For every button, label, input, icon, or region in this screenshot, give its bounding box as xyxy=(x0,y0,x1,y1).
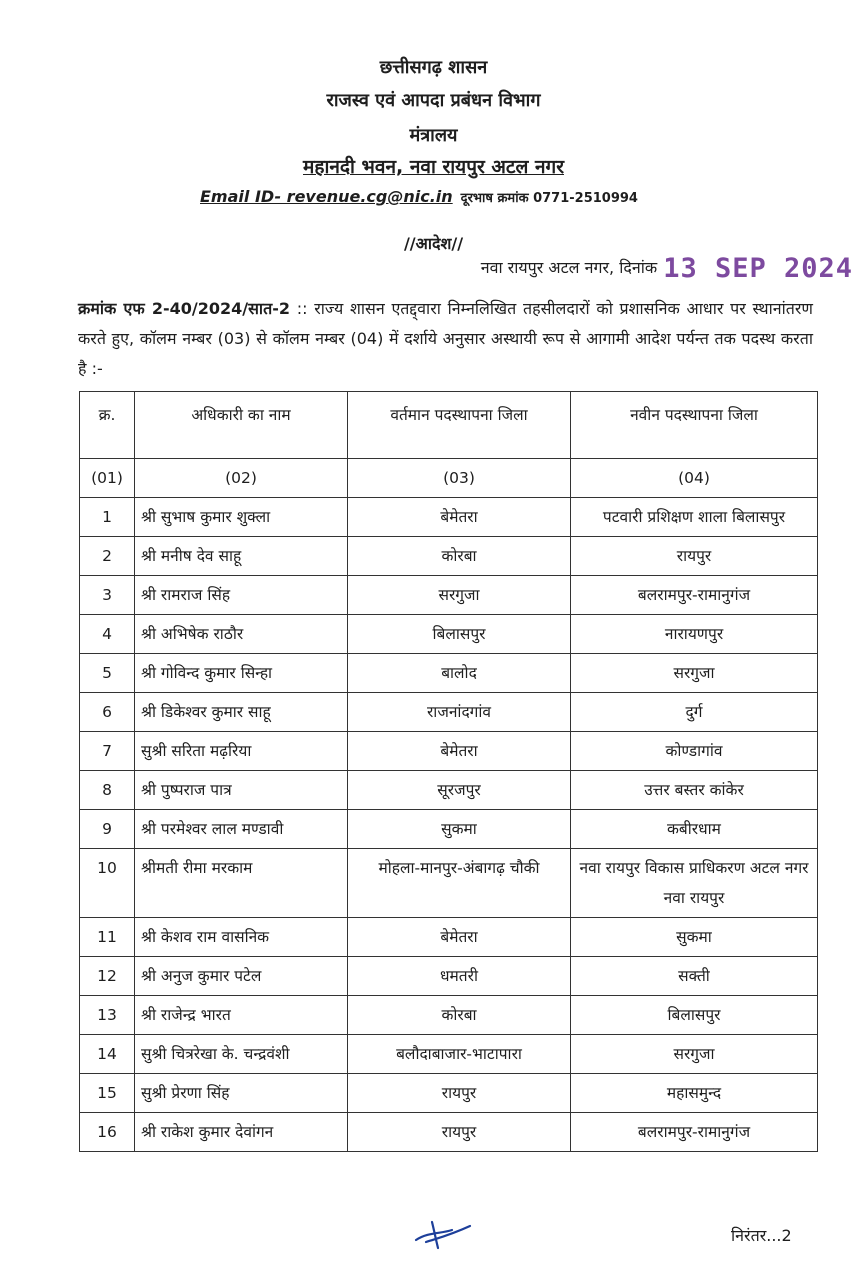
place-date-line xyxy=(481,253,853,284)
serial-cell: 9 xyxy=(80,810,135,849)
current-posting-cell: राजनांदगांव xyxy=(348,693,571,732)
new-posting-cell: नवा रायपुर विकास प्राधिकरण अटल नगर नवा रायपुर xyxy=(571,849,818,918)
col-number: (01) xyxy=(80,459,135,498)
table-row xyxy=(80,957,818,996)
serial-cell: 12 xyxy=(80,957,135,996)
signature-mark xyxy=(410,1212,480,1252)
officer-name-cell: श्री अभिषेक राठौर xyxy=(135,615,348,654)
serial-cell: 10 xyxy=(80,849,135,918)
date-stamp: 13 SEP 2024 xyxy=(663,253,853,284)
officer-name-cell: श्री डिकेश्वर कुमार साहू xyxy=(135,693,348,732)
serial-cell: 13 xyxy=(80,996,135,1035)
continued-note: निरंतर...2 xyxy=(731,1226,792,1245)
current-posting-cell: बेमेतरा xyxy=(348,732,571,771)
current-posting-cell: बालोद xyxy=(348,654,571,693)
reference-number: क्रमांक एफ 2-40/2024/सात-2 xyxy=(78,299,290,318)
serial-cell: 8 xyxy=(80,771,135,810)
place-date-label: नवा रायपुर अटल नगर, दिनांक xyxy=(480,258,658,277)
serial-cell: 2 xyxy=(80,537,135,576)
order-title: //आदेश// xyxy=(403,234,464,253)
col-number: (04) xyxy=(571,459,818,498)
table-row xyxy=(80,810,818,849)
current-posting-cell: धमतरी xyxy=(348,957,571,996)
col-number: (02) xyxy=(135,459,348,498)
current-posting-cell: रायपुर xyxy=(348,1074,571,1113)
col-number: (03) xyxy=(348,459,571,498)
table-header-row xyxy=(80,392,818,459)
officer-name-cell: सुश्री प्रेरणा सिंह xyxy=(135,1074,348,1113)
current-posting-cell: कोरबा xyxy=(348,996,571,1035)
transfer-table xyxy=(79,391,818,1152)
table-row xyxy=(80,1035,818,1074)
current-posting-cell: बेमेतरा xyxy=(348,498,571,537)
order-body-text: :: राज्य शासन एतद्द्वारा निम्नलिखित तहसीलदारों को प्रशासनिक आधार पर स्थानांतरण करते हुए, कॉलम नम्बर (03) से कॉलम नम्बर (04) में दर्शाये अनुसार अस्थायी रूप से आगामी आदेश पर्यन्त तक पदस्थ करता है :- xyxy=(78,299,813,378)
officer-name-cell: सुश्री चित्ररेखा के. चन्द्रवंशी xyxy=(135,1035,348,1074)
officer-name-cell: सुश्री सरिता मढ़रिया xyxy=(135,732,348,771)
new-posting-cell: सरगुजा xyxy=(571,1035,818,1074)
officer-name-cell: श्री रामराज सिंह xyxy=(135,576,348,615)
table-row xyxy=(80,654,818,693)
new-posting-cell: कोण्डागांव xyxy=(571,732,818,771)
header-current-posting: वर्तमान पदस्थापना जिला xyxy=(348,392,571,459)
new-posting-cell: पटवारी प्रशिक्षण शाला बिलासपुर xyxy=(571,498,818,537)
table-row xyxy=(80,996,818,1035)
order-body xyxy=(78,294,813,384)
table-row xyxy=(80,693,818,732)
officer-name-cell: श्री पुष्पराज पात्र xyxy=(135,771,348,810)
current-posting-cell: बिलासपुर xyxy=(348,615,571,654)
new-posting-cell: महासमुन्द xyxy=(571,1074,818,1113)
current-posting-cell: बलौदाबाजार-भाटापारा xyxy=(348,1035,571,1074)
current-posting-cell: मोहला-मानपुर-अंबागढ़ चौकी xyxy=(348,849,571,918)
column-number-row xyxy=(80,459,818,498)
header-serial: क्र. xyxy=(80,392,135,459)
ministry-label: मंत्रालय xyxy=(409,125,458,146)
serial-cell: 7 xyxy=(80,732,135,771)
serial-cell: 5 xyxy=(80,654,135,693)
header-officer-name: अधिकारी का नाम xyxy=(135,392,348,459)
new-posting-cell: बलरामपुर-रामानुगंज xyxy=(571,1113,818,1152)
current-posting-cell: कोरबा xyxy=(348,537,571,576)
serial-cell: 6 xyxy=(80,693,135,732)
officer-name-cell: श्री राकेश कुमार देवांगन xyxy=(135,1113,348,1152)
header-new-posting: नवीन पदस्थापना जिला xyxy=(571,392,818,459)
new-posting-cell: दुर्ग xyxy=(571,693,818,732)
email-link[interactable]: Email ID- revenue.cg@nic.in xyxy=(200,187,453,206)
new-posting-cell: बिलासपुर xyxy=(571,996,818,1035)
new-posting-cell: रायपुर xyxy=(571,537,818,576)
current-posting-cell: सुकमा xyxy=(348,810,571,849)
table-row xyxy=(80,1074,818,1113)
serial-cell: 3 xyxy=(80,576,135,615)
table-row xyxy=(80,1113,818,1152)
serial-cell: 14 xyxy=(80,1035,135,1074)
current-posting-cell: बेमेतरा xyxy=(348,918,571,957)
table-row xyxy=(80,498,818,537)
new-posting-cell: नारायणपुर xyxy=(571,615,818,654)
officer-name-cell: श्री अनुज कुमार पटेल xyxy=(135,957,348,996)
table-row xyxy=(80,576,818,615)
current-posting-cell: सरगुजा xyxy=(348,576,571,615)
new-posting-cell: सक्ती xyxy=(571,957,818,996)
new-posting-cell: बलरामपुर-रामानुगंज xyxy=(571,576,818,615)
office-address: महानदी भवन, नवा रायपुर अटल नगर xyxy=(303,156,564,178)
table-row xyxy=(80,918,818,957)
serial-cell: 16 xyxy=(80,1113,135,1152)
serial-cell: 15 xyxy=(80,1074,135,1113)
serial-cell: 1 xyxy=(80,498,135,537)
department-name: राजस्व एवं आपदा प्रबंधन विभाग xyxy=(326,90,541,111)
contact-line xyxy=(200,187,638,206)
new-posting-cell: सुकमा xyxy=(571,918,818,957)
officer-name-cell: श्री गोविन्द कुमार सिन्हा xyxy=(135,654,348,693)
new-posting-cell: उत्तर बस्तर कांकेर xyxy=(571,771,818,810)
current-posting-cell: रायपुर xyxy=(348,1113,571,1152)
table-row xyxy=(80,537,818,576)
new-posting-cell: सरगुजा xyxy=(571,654,818,693)
current-posting-cell: सूरजपुर xyxy=(348,771,571,810)
officer-name-cell: श्री राजेन्द्र भारत xyxy=(135,996,348,1035)
table-body xyxy=(80,459,818,1152)
officer-name-cell: श्रीमती रीमा मरकाम xyxy=(135,849,348,918)
phone-number: दूरभाष क्रमांक 0771-2510994 xyxy=(460,191,638,206)
officer-name-cell: श्री परमेश्वर लाल मण्डावी xyxy=(135,810,348,849)
serial-cell: 4 xyxy=(80,615,135,654)
officer-name-cell: श्री सुभाष कुमार शुक्ला xyxy=(135,498,348,537)
govt-name: छत्तीसगढ़ शासन xyxy=(379,57,488,78)
officer-name-cell: श्री मनीष देव साहू xyxy=(135,537,348,576)
table-row xyxy=(80,615,818,654)
serial-cell: 11 xyxy=(80,918,135,957)
table-row xyxy=(80,849,818,918)
table-row xyxy=(80,771,818,810)
table-row xyxy=(80,732,818,771)
new-posting-cell: कबीरधाम xyxy=(571,810,818,849)
officer-name-cell: श्री केशव राम वासनिक xyxy=(135,918,348,957)
